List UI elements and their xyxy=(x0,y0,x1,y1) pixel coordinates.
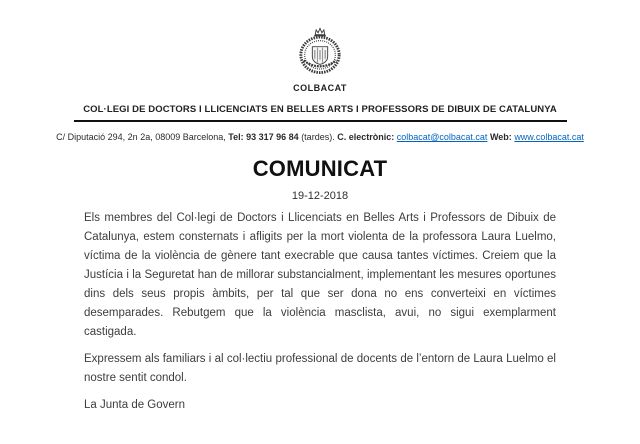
document-date: 19-12-2018 xyxy=(291,190,349,202)
contact-line xyxy=(0,132,640,142)
web-link[interactable]: www.colbacat.cat xyxy=(514,132,584,142)
contact-tel-suffix: (tardes). xyxy=(301,132,335,142)
header-divider xyxy=(74,120,567,122)
org-acronym: COLBACAT xyxy=(293,83,347,93)
document-title: COMUNICAT xyxy=(252,156,388,181)
signature: La Junta de Govern xyxy=(84,399,186,411)
contact-web-label: Web: xyxy=(489,132,512,142)
email-link[interactable]: colbacat@colbacat.cat xyxy=(396,132,488,142)
document-body xyxy=(84,209,556,388)
contact-tel: Tel: 93 317 96 84 xyxy=(228,132,299,142)
letterhead xyxy=(0,0,640,142)
contact-address: C/ Diputació 294, 2n 2a, 08009 Barcelona, xyxy=(56,132,226,142)
body-paragraph: Expressem als familiars i al col·lectiu professional de docents de l’entorn de Laura Luelmo el nostre sentit condol. xyxy=(84,353,556,384)
org-name: COL·LEGI DE DOCTORS I LLICENCIATS EN BELLES ARTS I PROFESSORS DE DIBUIX DE CATALUNYA xyxy=(83,104,557,115)
body-paragraph: Els membres del Col·legi de Doctors i Llicenciats en Belles Arts i Professors de Dibuix de Catalunya, estem consternats i afligits per la mort violenta de la professora Laura Luelmo, víctima de la violència de gènere tant execrable que causa tantes víctimes. Creiem que la Justícia i la Seguretat han de millorar substancialment, implementant les mesures oportunes dins dels seus propis àmbits, per tal que ser dona no ens converteixi en víctimes desemparades. Rebutgem que la violència masclista, avui, no sigui exemplarment castigada. xyxy=(84,212,556,338)
contact-email-label: C. electrònic: xyxy=(337,132,395,142)
college-seal-icon xyxy=(297,27,343,75)
